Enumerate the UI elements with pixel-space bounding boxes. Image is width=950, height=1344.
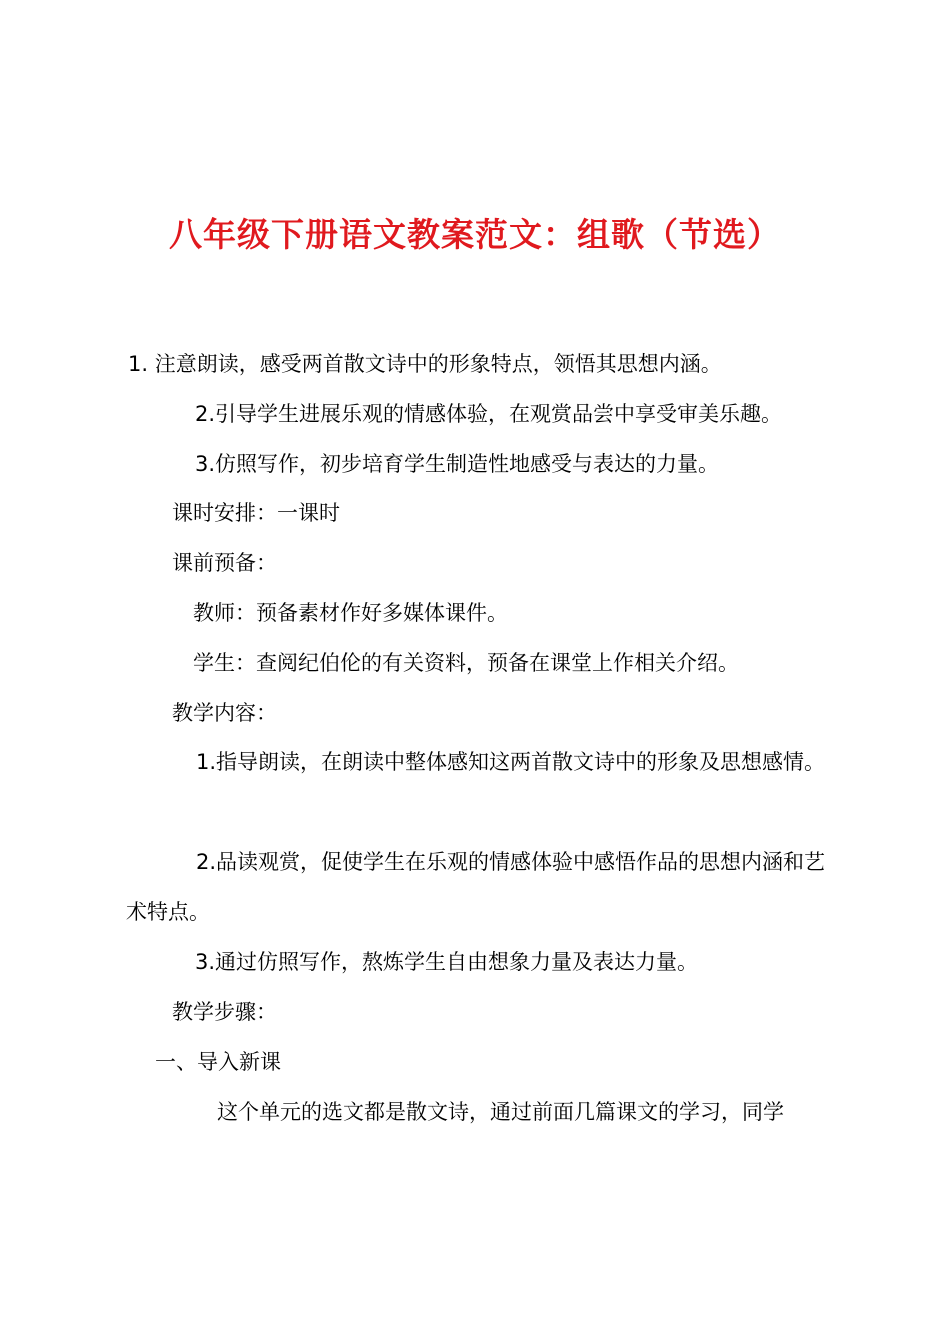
objective-2: 2.引导学生进展乐观的情感体验，在观赏品尝中享受审美乐趣。 (195, 402, 783, 426)
prep-heading: 课前预备： (172, 551, 277, 575)
document-title: 八年级下册语文教案范文：组歌（节选） (169, 215, 781, 254)
content-heading: 教学内容： (172, 701, 277, 725)
content-item-3: 3.通过仿照写作，熬炼学生自由想象力量及表达力量。 (195, 950, 699, 974)
content-item-1-text: 1.指导朗读，在朗读中整体感知这两首散文诗中的形象及思想感情。 (196, 750, 826, 774)
schedule-line: 课时安排：一课时 (172, 501, 340, 525)
section-one-heading: 一、导入新课 (155, 1050, 281, 1074)
content-item-2-text: 2.品读观赏，促使学生在乐观的情感体验中感悟作品的思想内涵和艺术特点。 (126, 850, 826, 924)
intro-paragraph: 这个单元的选文都是散文诗，通过前面几篇课文的学习，同学 (217, 1100, 784, 1124)
prep-teacher: 教师：预备素材作好多媒体课件。 (193, 601, 508, 625)
objective-1: 1. 注意朗读，感受两首散文诗中的形象特点，领悟其思想内涵。 (128, 352, 722, 376)
steps-heading: 教学步骤： (172, 1000, 277, 1024)
prep-student: 学生：查阅纪伯伦的有关资料，预备在课堂上作相关介绍。 (193, 651, 739, 675)
objective-3: 3.仿照写作，初步培育学生制造性地感受与表达的力量。 (195, 452, 720, 476)
content-item-1 (126, 737, 832, 787)
content-item-2 (126, 837, 832, 937)
